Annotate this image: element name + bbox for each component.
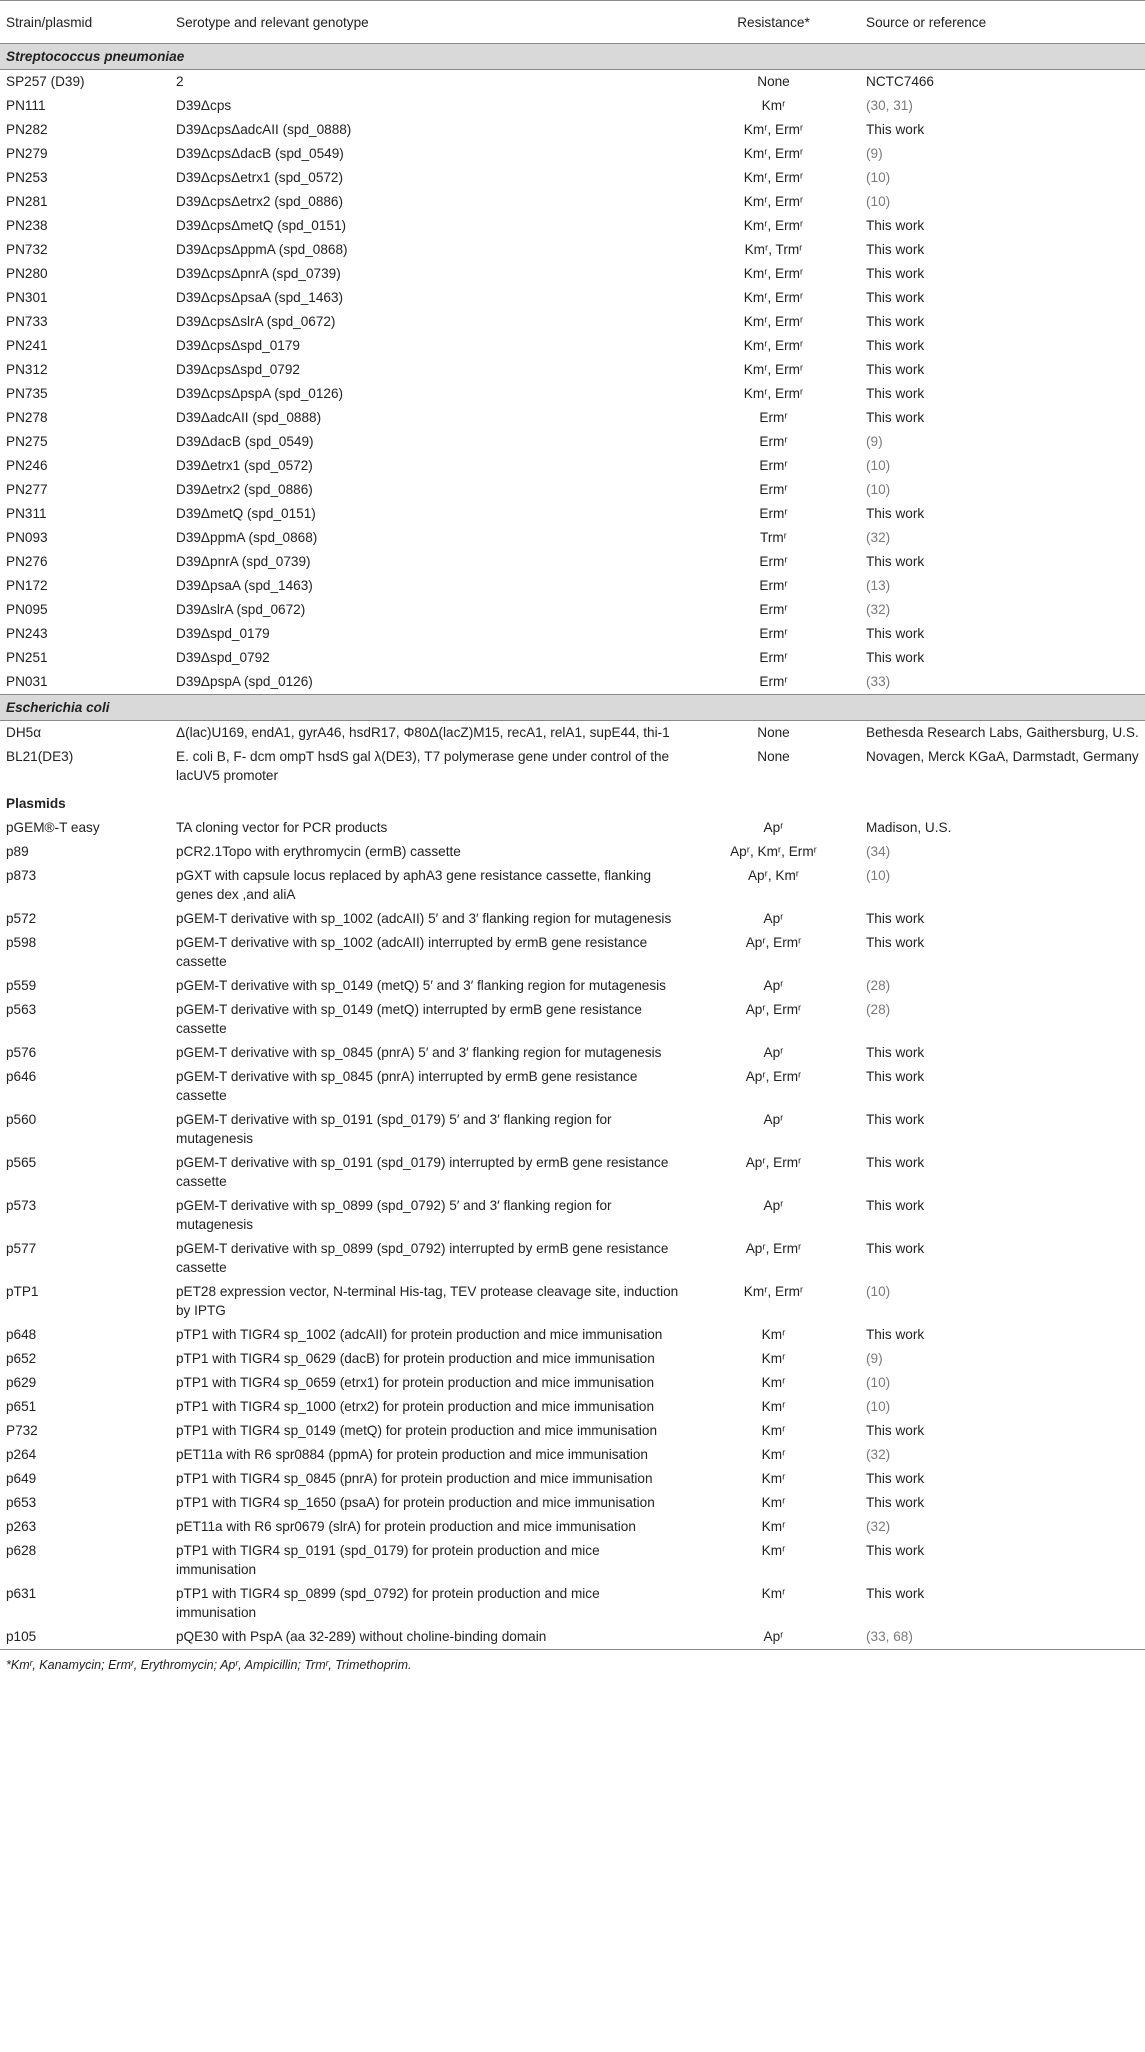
resistance-cell: Ermʳ (759, 554, 788, 569)
source-cell: (32) (866, 530, 891, 545)
strain-cell: PN278 (6, 410, 48, 425)
source-cell: (32) (866, 1447, 891, 1462)
genotype-cell: pGEM-T derivative with sp_0149 (metQ) 5′ and 3′ flanking region for mutagenesis (176, 978, 666, 993)
source-cell: (32) (866, 602, 891, 617)
strain-cell: PN282 (6, 122, 48, 137)
source-cell: (33, 68) (860, 1625, 1145, 1650)
source-cell: This work (866, 266, 925, 281)
source-cell: This work (866, 1112, 925, 1127)
genotype-cell: pTP1 with TIGR4 sp_0629 (dacB) for protein production and mice immunisation (176, 1351, 655, 1366)
strain-cell: p631 (6, 1586, 37, 1601)
genotype-cell: D39ΔcpsΔspd_0792 (176, 362, 300, 377)
genotype-cell: pGEM-T derivative with sp_0191 (spd_0179) interrupted by ermB gene resistance cassette (176, 1155, 669, 1189)
table-row (0, 1539, 1145, 1582)
source-cell: This work (866, 1327, 925, 1342)
strain-cell: P732 (6, 1423, 38, 1438)
resistance-cell: Kmʳ (761, 1447, 786, 1462)
section-title: Plasmids (6, 796, 66, 811)
source-cell: This work (866, 218, 925, 233)
resistance-cell: Kmʳ (761, 1375, 786, 1390)
strain-cell: PN253 (6, 170, 48, 185)
strain-cell: BL21(DE3) (6, 749, 74, 764)
table-row (0, 118, 1145, 142)
table-row (0, 1347, 1145, 1371)
resistance-cell: Apʳ, Kmʳ (747, 868, 800, 883)
strain-cell: p648 (6, 1327, 37, 1342)
genotype-cell: D39ΔadcAII (spd_0888) (176, 410, 322, 425)
source-cell: (9) (866, 434, 883, 449)
genotype-cell: D39ΔcpsΔslrA (spd_0672) (176, 314, 336, 329)
strain-cell: PN243 (6, 626, 48, 641)
table-row (0, 1041, 1145, 1065)
strain-cell: pTP1 (6, 1284, 39, 1299)
table-row (0, 574, 1145, 598)
resistance-cell: None (757, 725, 790, 740)
table-row (0, 670, 1145, 695)
genotype-cell: D39ΔcpsΔmetQ (spd_0151) (176, 218, 347, 233)
genotype-cell: Δ(lac)U169, endA1, gyrA46, hsdR17, Φ80Δ(lacZ)M15, recA1, relA1, supE44, thi-1 (176, 725, 670, 740)
genotype-cell: D39ΔpsaA (spd_1463) (176, 578, 313, 593)
table-row (0, 1065, 1145, 1108)
resistance-cell: Ermʳ (759, 674, 788, 689)
table-row (0, 1625, 1145, 1650)
header-genotype: Serotype and relevant genotype (170, 1, 685, 44)
strain-cell: PN733 (6, 314, 48, 329)
strain-cell: PN277 (6, 482, 48, 497)
resistance-cell: Apʳ (763, 978, 784, 993)
source-cell: This work (866, 1423, 925, 1438)
resistance-cell: Kmʳ, Ermʳ (743, 194, 804, 209)
resistance-cell: Apʳ, Ermʳ (745, 1002, 802, 1017)
table-row (0, 286, 1145, 310)
section-title: Escherichia coli (0, 695, 1145, 721)
source-cell: (28) (866, 1002, 891, 1017)
strain-cell: PN246 (6, 458, 48, 473)
strain-cell: PN276 (6, 554, 48, 569)
source-cell: (34) (866, 844, 891, 859)
strain-cell: p651 (6, 1399, 37, 1414)
resistance-cell: Kmʳ, Ermʳ (743, 122, 804, 137)
table-row (0, 1582, 1145, 1625)
genotype-cell: 2 (176, 74, 184, 89)
section-header (0, 44, 1145, 70)
table-row (0, 864, 1145, 907)
resistance-cell: Apʳ, Ermʳ (745, 1241, 802, 1256)
table-row (0, 358, 1145, 382)
resistance-cell: Apʳ (763, 911, 784, 926)
strain-cell: p89 (6, 844, 29, 859)
strain-cell: p560 (6, 1112, 37, 1127)
genotype-cell: D39ΔslrA (spd_0672) (176, 602, 306, 617)
resistance-cell: Ermʳ (759, 602, 788, 617)
table-row (0, 931, 1145, 974)
genotype-cell: D39Δspd_0792 (176, 650, 270, 665)
resistance-cell: Kmʳ, Ermʳ (743, 314, 804, 329)
source-cell: This work (866, 1069, 925, 1084)
source-cell: Bethesda Research Labs, Gaithersburg, U.S. (866, 725, 1139, 740)
section-header (0, 695, 1145, 721)
table-row (0, 382, 1145, 406)
strain-cell: PN311 (6, 506, 47, 521)
genotype-cell: D39ΔpnrA (spd_0739) (176, 554, 311, 569)
resistance-cell: Apʳ (685, 1625, 860, 1650)
strain-cell: p563 (6, 1002, 37, 1017)
header-strain: Strain/plasmid (0, 1, 170, 44)
table-row (0, 94, 1145, 118)
source-cell: NCTC7466 (866, 74, 934, 89)
table-row (0, 502, 1145, 526)
source-cell: This work (866, 338, 925, 353)
source-cell: This work (866, 1543, 925, 1558)
genotype-cell: pGEM-T derivative with sp_1002 (adcAII) interrupted by ermB gene resistance cassette (176, 935, 648, 969)
source-cell: (10) (866, 1399, 891, 1414)
table-row (0, 190, 1145, 214)
strain-cell: PN732 (6, 242, 48, 257)
resistance-cell: Ermʳ (759, 578, 788, 593)
table-row (0, 478, 1145, 502)
strain-cell: p572 (6, 911, 37, 926)
genotype-cell: D39ΔcpsΔadcAII (spd_0888) (176, 122, 352, 137)
strain-cell: PN093 (6, 530, 48, 545)
strain-cell: PN279 (6, 146, 48, 161)
source-cell: Novagen, Merck KGaA, Darmstadt, Germany (866, 749, 1139, 764)
source-cell: (13) (866, 578, 891, 593)
genotype-cell: pGEM-T derivative with sp_1002 (adcAII) 5′ and 3′ flanking region for mutagenesis (176, 911, 672, 926)
source-cell: (9) (866, 146, 883, 161)
resistance-cell: Kmʳ, Ermʳ (743, 386, 804, 401)
resistance-cell: Kmʳ (761, 1399, 786, 1414)
source-cell: (30, 31) (866, 98, 913, 113)
strain-cell: PN280 (6, 266, 48, 281)
resistance-cell: Ermʳ (759, 458, 788, 473)
table-footnote: *Kmʳ, Kanamycin; Ermʳ, Erythromycin; Apʳ, Ampicillin; Trmʳ, Trimethoprim. (6, 1658, 412, 1672)
genotype-cell: pET11a with R6 spr0884 (ppmA) for protein production and mice immunisation (176, 1447, 648, 1462)
resistance-cell: Apʳ, Ermʳ (745, 1069, 802, 1084)
table-row (0, 550, 1145, 574)
resistance-cell: Ermʳ (759, 410, 788, 425)
source-cell: (28) (866, 978, 891, 993)
resistance-cell: Kmʳ (761, 1586, 786, 1601)
resistance-cell: Kmʳ, Ermʳ (743, 266, 804, 281)
source-cell: (10) (866, 482, 891, 497)
genotype-cell: pTP1 with TIGR4 sp_0845 (pnrA) for protein production and mice immunisation (176, 1471, 653, 1486)
resistance-cell: Kmʳ, Ermʳ (743, 146, 804, 161)
table-body (0, 44, 1145, 1650)
source-cell: This work (866, 386, 925, 401)
strain-cell: PN095 (6, 602, 48, 617)
strain-cell: PN238 (6, 218, 48, 233)
resistance-cell: Apʳ, Kmʳ, Ermʳ (730, 844, 817, 859)
strain-cell: p264 (6, 1447, 37, 1462)
strain-cell: PN301 (6, 290, 48, 305)
genotype-cell: pGEM-T derivative with sp_0899 (spd_0792) 5′ and 3′ flanking region for mutagenesis (176, 1198, 612, 1232)
strain-cell: PN241 (6, 338, 48, 353)
strain-cell: PN172 (6, 578, 48, 593)
genotype-cell: pTP1 with TIGR4 sp_0899 (spd_0792) for protein production and mice immunisation (176, 1586, 600, 1620)
table-row (0, 430, 1145, 454)
header-source: Source or reference (860, 1, 1145, 44)
resistance-cell: Apʳ (763, 1112, 784, 1127)
table-row (0, 646, 1145, 670)
genotype-cell: pGEM-T derivative with sp_0845 (pnrA) interrupted by ermB gene resistance cassette (176, 1069, 638, 1103)
resistance-cell: Kmʳ (761, 1519, 786, 1534)
table-row (0, 816, 1145, 840)
table-row (0, 1419, 1145, 1443)
source-cell: This work (866, 122, 925, 137)
genotype-cell: pTP1 with TIGR4 sp_1000 (etrx2) for protein production and mice immunisation (176, 1399, 655, 1414)
resistance-cell: Ermʳ (759, 650, 788, 665)
genotype-cell: D39ΔcpsΔppmA (spd_0868) (176, 242, 348, 257)
table-row (0, 598, 1145, 622)
resistance-cell: Kmʳ, Ermʳ (743, 170, 804, 185)
resistance-cell: Kmʳ, Ermʳ (743, 338, 804, 353)
resistance-cell: Kmʳ (761, 1471, 786, 1486)
genotype-cell: D39ΔcpsΔetrx1 (spd_0572) (176, 170, 344, 185)
genotype-cell: pCR2.1Topo with erythromycin (ermB) cassette (176, 844, 461, 859)
table-row (0, 166, 1145, 190)
strain-cell: p573 (6, 1198, 37, 1213)
genotype-cell: D39ΔcpsΔpspA (spd_0126) (176, 386, 344, 401)
table-row (0, 721, 1145, 746)
strain-cell: PN251 (6, 650, 48, 665)
source-cell: Madison, U.S. (866, 820, 952, 835)
header-row (0, 1, 1145, 44)
resistance-cell: Kmʳ, Ermʳ (743, 218, 804, 233)
strain-cell: SP257 (D39) (6, 74, 85, 89)
table-row (0, 1323, 1145, 1347)
table-row (0, 70, 1145, 95)
strain-cell: p873 (6, 868, 37, 883)
table-row (0, 1395, 1145, 1419)
table-row (0, 1151, 1145, 1194)
genotype-cell: D39ΔppmA (spd_0868) (176, 530, 318, 545)
source-cell: This work (866, 554, 925, 569)
source-cell: This work (866, 1241, 925, 1256)
strain-cell: p628 (6, 1543, 37, 1558)
table-row (0, 1371, 1145, 1395)
resistance-cell: Ermʳ (759, 434, 788, 449)
strain-cell: p105 (0, 1625, 170, 1650)
source-cell: This work (866, 242, 925, 257)
genotype-cell: D39ΔmetQ (spd_0151) (176, 506, 316, 521)
genotype-cell: pTP1 with TIGR4 sp_1650 (psaA) for protein production and mice immunisation (176, 1495, 655, 1510)
resistance-cell: Ermʳ (759, 626, 788, 641)
source-cell: (10) (866, 194, 891, 209)
source-cell: (10) (866, 458, 891, 473)
genotype-cell: pET11a with R6 spr0679 (slrA) for protein production and mice immunisation (176, 1519, 636, 1534)
table-row (0, 142, 1145, 166)
strain-cell: PN031 (6, 674, 48, 689)
resistance-cell: Kmʳ (761, 1495, 786, 1510)
source-cell: This work (866, 935, 925, 950)
genotype-cell: pGEM-T derivative with sp_0899 (spd_0792) interrupted by ermB gene resistance cassette (176, 1241, 669, 1275)
genotype-cell: D39Δetrx2 (spd_0886) (176, 482, 313, 497)
genotype-cell: E. coli B, F- dcm ompT hsdS gal λ(DE3), T7 polymerase gene under control of the lacUV5 promoter (176, 749, 670, 783)
table-row (0, 1237, 1145, 1280)
resistance-cell: None (757, 749, 790, 764)
strain-cell: p629 (6, 1375, 37, 1390)
table-row (0, 1108, 1145, 1151)
genotype-cell: D39ΔcpsΔetrx2 (spd_0886) (176, 194, 344, 209)
source-cell: This work (866, 1471, 925, 1486)
genotype-cell: D39ΔcpsΔpsaA (spd_1463) (176, 290, 344, 305)
genotype-cell: pTP1 with TIGR4 sp_0659 (etrx1) for protein production and mice immunisation (176, 1375, 655, 1390)
resistance-cell: Apʳ, Ermʳ (745, 1155, 802, 1170)
genotype-cell: D39Δcps (176, 98, 232, 113)
strain-cell: p653 (6, 1495, 37, 1510)
resistance-cell: None (757, 74, 790, 89)
resistance-cell: Trmʳ (760, 530, 787, 545)
source-cell: This work (866, 1045, 925, 1060)
resistance-cell: Ermʳ (759, 506, 788, 521)
genotype-cell: pGEM-T derivative with sp_0149 (metQ) interrupted by ermB gene resistance cassette (176, 1002, 642, 1036)
resistance-cell: Kmʳ (761, 1351, 786, 1366)
source-cell: (10) (866, 1375, 891, 1390)
genotype-cell: pGEM-T derivative with sp_0191 (spd_0179) 5′ and 3′ flanking region for mutagenesis (176, 1112, 612, 1146)
resistance-cell: Kmʳ (761, 1327, 786, 1342)
source-cell: This work (866, 1198, 925, 1213)
strain-cell: PN281 (6, 194, 48, 209)
source-cell: This work (866, 362, 925, 377)
genotype-cell: pTP1 with TIGR4 sp_0191 (spd_0179) for protein production and mice immunisation (176, 1543, 600, 1577)
genotype-cell: D39ΔcpsΔpnrA (spd_0739) (176, 266, 341, 281)
strain-cell: p649 (6, 1471, 37, 1486)
table-row (0, 454, 1145, 478)
resistance-cell: Ermʳ (759, 482, 788, 497)
source-cell: (10) (866, 868, 891, 883)
table-row (0, 334, 1145, 358)
source-cell: (10) (866, 1284, 891, 1299)
section-header (0, 788, 1145, 816)
genotype-cell: pGEM-T derivative with sp_0845 (pnrA) 5′ and 3′ flanking region for mutagenesis (176, 1045, 662, 1060)
table-row (0, 998, 1145, 1041)
resistance-cell: Kmʳ, Trmʳ (744, 242, 803, 257)
section-title: Streptococcus pneumoniae (0, 44, 1145, 70)
table-row (0, 1443, 1145, 1467)
resistance-cell: Apʳ (763, 820, 784, 835)
resistance-cell: Apʳ (763, 1045, 784, 1060)
genotype-cell: D39ΔpspA (spd_0126) (176, 674, 313, 689)
source-cell: This work (866, 1155, 925, 1170)
table-row (0, 310, 1145, 334)
strain-cell: p559 (6, 978, 37, 993)
genotype-cell: pQE30 with PspA (aa 32-289) without choline-binding domain (170, 1625, 685, 1650)
resistance-cell: Kmʳ (761, 98, 786, 113)
source-cell: (10) (866, 170, 891, 185)
source-cell: This work (866, 410, 925, 425)
strain-cell: pGEM®-T easy (6, 820, 100, 835)
strain-cell: p598 (6, 935, 37, 950)
source-cell: This work (866, 1586, 925, 1601)
strain-cell: DH5α (6, 725, 42, 740)
table-row (0, 622, 1145, 646)
table-row (0, 1194, 1145, 1237)
header-resistance: Resistance* (685, 1, 860, 44)
genotype-cell: D39ΔdacB (spd_0549) (176, 434, 314, 449)
source-cell: (9) (866, 1351, 883, 1366)
table-row (0, 974, 1145, 998)
table-row (0, 238, 1145, 262)
genotype-cell: D39Δspd_0179 (176, 626, 270, 641)
resistance-cell: Kmʳ, Ermʳ (743, 290, 804, 305)
table-row (0, 262, 1145, 286)
source-cell: This work (866, 506, 925, 521)
strain-cell: p646 (6, 1069, 37, 1084)
table-row (0, 526, 1145, 550)
strain-cell: PN735 (6, 386, 48, 401)
source-cell: This work (866, 911, 925, 926)
source-cell: This work (866, 314, 925, 329)
strain-cell: p577 (6, 1241, 37, 1256)
strain-cell: p652 (6, 1351, 37, 1366)
source-cell: This work (866, 290, 925, 305)
genotype-cell: pTP1 with TIGR4 sp_0149 (metQ) for protein production and mice immunisation (176, 1423, 658, 1438)
strain-cell: p576 (6, 1045, 37, 1060)
source-cell: (32) (866, 1519, 891, 1534)
strain-cell: p263 (6, 1519, 37, 1534)
table-row (0, 840, 1145, 864)
resistance-cell: Kmʳ, Ermʳ (743, 1284, 804, 1299)
table-row (0, 1280, 1145, 1323)
source-cell: This work (866, 1495, 925, 1510)
strain-cell: p565 (6, 1155, 37, 1170)
strain-cell: PN111 (6, 98, 46, 113)
resistance-cell: Kmʳ, Ermʳ (743, 362, 804, 377)
table-row (0, 1491, 1145, 1515)
resistance-cell: Apʳ (763, 1198, 784, 1213)
genotype-cell: TA cloning vector for PCR products (176, 820, 388, 835)
source-cell: This work (866, 650, 925, 665)
genotype-cell: pGXT with capsule locus replaced by aphA3 gene resistance cassette, flanking genes dex ,and aliA (176, 868, 652, 902)
strain-cell: PN312 (6, 362, 48, 377)
source-cell: This work (866, 626, 925, 641)
table-row (0, 745, 1145, 788)
genotype-cell: D39ΔcpsΔdacB (spd_0549) (176, 146, 344, 161)
strain-cell: PN275 (6, 434, 48, 449)
table-row (0, 1515, 1145, 1539)
resistance-cell: Kmʳ (761, 1543, 786, 1558)
genotype-cell: D39ΔcpsΔspd_0179 (176, 338, 300, 353)
genotype-cell: D39Δetrx1 (spd_0572) (176, 458, 313, 473)
table-row (0, 907, 1145, 931)
source-cell: (33) (866, 674, 891, 689)
table-row (0, 1467, 1145, 1491)
table-row (0, 406, 1145, 430)
genotype-cell: pET28 expression vector, N-terminal His-tag, TEV protease cleavage site, induction by IPTG (176, 1284, 679, 1318)
table-row (0, 214, 1145, 238)
resistance-cell: Kmʳ (761, 1423, 786, 1438)
genotype-cell: pTP1 with TIGR4 sp_1002 (adcAII) for protein production and mice immunisation (176, 1327, 663, 1342)
resistance-cell: Apʳ, Ermʳ (745, 935, 802, 950)
